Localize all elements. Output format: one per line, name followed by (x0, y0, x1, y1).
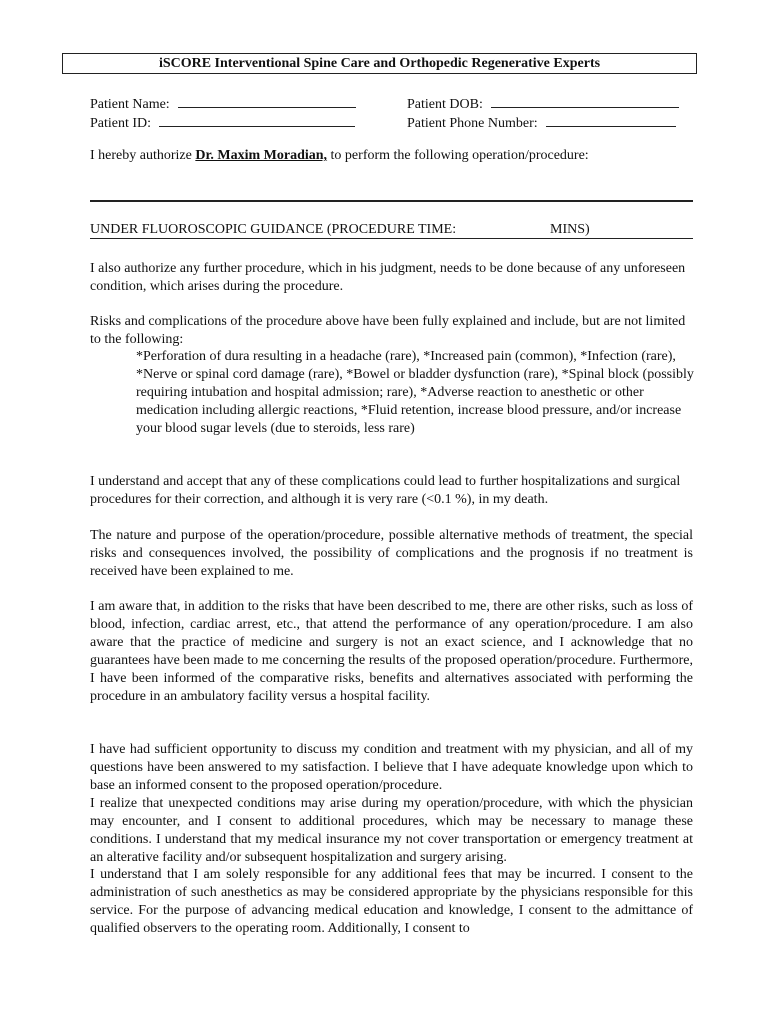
patient-dob-field[interactable] (491, 93, 679, 108)
patient-phone-row (407, 112, 676, 133)
patient-dob-row (407, 93, 679, 114)
patient-phone-label: Patient Phone Number: (407, 116, 538, 131)
risks-intro-paragraph: Risks and complications of the procedure above have been fully explained and include, but are not limited to the following: (90, 314, 686, 347)
patient-id-row (90, 112, 355, 133)
practice-title: iSCORE Interventional Spine Care and Orthopedic Regenerative Experts (62, 53, 697, 74)
unexpected-conditions-paragraph: I realize that unexpected conditions may arise during my operation/procedure, with which the physician may encounter, and I consent to additional procedures, which may be necessary to manage these conditions. I understand that my medical insurance my not cover transportation or emergency treatment at an alterative facility and/or subsequent hospitalization and surgery arising. (90, 796, 693, 865)
aware-paragraph: I am aware that, in addition to the risks that have been described to me, there are other risks, such as loss of blood, infection, cardiac arrest, etc., that attend the performance of any operation/procedure. I am also aware that the practice of medicine and surgery is not an exact science, and I acknowledge that no guarantees have been made to me concerning the results of the proposed operation/procedure. Furthermore, I have been informed of the comparative risks, benefits and alternatives associated with performing the procedure in an ambulatory facility versus a hospital facility. (90, 599, 693, 704)
patient-id-label: Patient ID: (90, 116, 152, 131)
fluoroscopic-label: UNDER FLUOROSCOPIC GUIDANCE (PROCEDURE TIME: (90, 222, 457, 237)
authorization-prefix: I hereby authorize (90, 148, 196, 163)
patient-name-field[interactable] (178, 93, 356, 108)
authorization-suffix: to perform the following operation/procedure: (327, 148, 589, 163)
procedure-line[interactable] (90, 200, 693, 202)
patient-name-row (90, 93, 356, 114)
procedure-time-mins: MINS) (550, 222, 590, 237)
patient-dob-label: Patient DOB: (407, 97, 483, 112)
doctor-name: Dr. Maxim Moradian, (195, 148, 328, 163)
patient-name-label: Patient Name: (90, 97, 170, 112)
patient-id-field[interactable] (159, 112, 355, 127)
understand-paragraph: I understand and accept that any of these complications could lead to further hospitalizations and surgical procedures for their correction, and although it is very rare (<0.1 %), in my death. (90, 474, 681, 507)
fluoroscopic-guidance-line (90, 221, 693, 239)
opportunity-paragraph: I have had sufficient opportunity to discuss my condition and treatment with my physician, and all of my questions have been answered to my satisfaction. I believe that I have adequate knowledge upon which to base an informed consent to the proposed operation/procedure. (90, 742, 693, 793)
fluoroscopic-underline (90, 238, 693, 239)
further-procedure-paragraph: I also authorize any further procedure, which in his judgment, needs to be done because of any unforeseen condition, which arises during the procedure. (90, 261, 686, 294)
responsibility-paragraph: I understand that I am solely responsible for any additional fees that may be incurred. I consent to the administration of such anesthetics as may be considered appropriate by the physicians responsible for this service. For the purpose of advancing medical education and knowledge, I consent to the admittance of qualified observers to the operating room. Additionally, I consent to (90, 867, 693, 936)
patient-phone-field[interactable] (546, 112, 676, 127)
authorization-statement (90, 147, 589, 165)
risks-list: *Perforation of dura resulting in a headache (rare), *Increased pain (common), *Infection (rare), *Nerve or spinal cord damage (rare), *Bowel or bladder dysfunction (rare), *Spinal block (possibly requiring intubation and hospital admission; rare), *Adverse reaction to anesthetic or other medication including allergic reactions, *Fluid retention, increase blood pressure, and/or increase your blood sugar levels (due to steroids, less rare) (136, 349, 694, 436)
nature-paragraph: The nature and purpose of the operation/procedure, possible alternative methods of treatment, the special risks and consequences involved, the possibility of complications and the prognosis if no treatment is received have been explained to me. (90, 528, 693, 579)
